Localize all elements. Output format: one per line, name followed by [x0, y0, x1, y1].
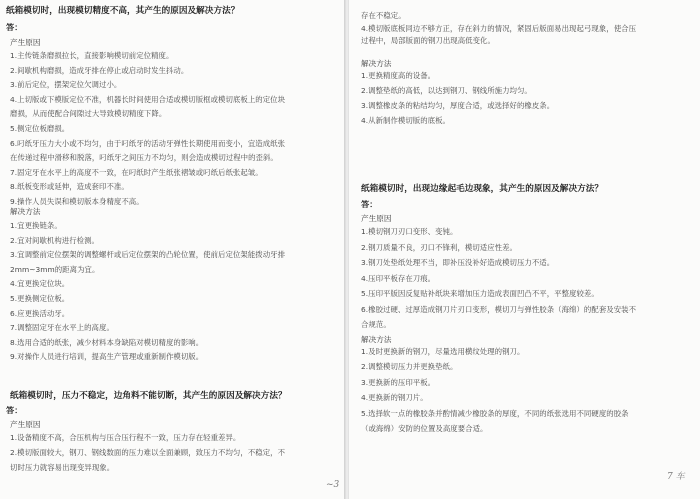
section-title: 纸箱模切时，出现模切精度不高，其产生的原因及解决方法？ — [6, 6, 240, 16]
answer-label: 答： — [6, 405, 23, 415]
cause-item: 2.间歇机构磨损，造成牙排在停止或启动时发生抖动。 — [10, 65, 189, 75]
solution-item: 7.调整固定牙在水平上的高度。 — [10, 323, 114, 333]
solutions-label: 解决方法 — [10, 207, 41, 216]
left-page — [0, 0, 346, 499]
cause-item: 9.操作人员失误和模切版本身精度不高。 — [10, 197, 144, 206]
cause-item: 合规范。 — [361, 320, 391, 329]
cause-item: 2.模切版面较大，钢刀、钢线数面的压力难以全面兼顾，致压力不均匀，不稳定，不 — [10, 447, 286, 457]
cause-item: 4.压印平板存在刀痕。 — [361, 273, 436, 283]
solution-item: 2.调整模切压力并更换垫纸。 — [361, 362, 458, 372]
solutions-label: 解决方法 — [361, 335, 392, 344]
cause-item: 7.固定牙在水平上的高度不一致，在叼纸时产生纸张褶皱或叼纸后纸张起皱。 — [10, 167, 263, 177]
solution-item: 3.更换新的压印平板。 — [361, 377, 436, 387]
solution-item: 5.更换侧定位板。 — [10, 294, 70, 303]
solution-item: （或海绵）安防的位置及高度要合适。 — [361, 424, 488, 433]
causes-label: 产生原因 — [10, 420, 41, 429]
cause-item: 8.纸板变形或延伸，造成套印不准。 — [10, 182, 129, 192]
cause-item: 3.前后定位，摆架定位欠调过小。 — [10, 80, 122, 90]
cause-item: 磨损，从而使配合间隙过大导致模切精度下降。 — [10, 109, 167, 119]
right-page — [349, 0, 700, 499]
cause-item: 4.上切版或下模版定位不准，机器长时间使用合适或模切版框或模切底板上的定位块 — [10, 94, 286, 104]
solution-item: 1.更换精度高的设备。 — [361, 71, 436, 80]
solution-item: 4.从新制作模切版的底板。 — [361, 116, 450, 125]
cause-item: 5.侧定位板磨损。 — [10, 124, 70, 133]
causes-label: 产生原因 — [361, 214, 392, 223]
cause-item: 1.设备精度不高，合压机构与压合压行程不一致，压力存在轻重差异。 — [10, 433, 241, 442]
continued-item: 存在不稳定。 — [361, 11, 406, 20]
solution-item: 3.调整橡皮条的粘结均匀，厚度合适，或选择好的橡皮条。 — [361, 101, 555, 110]
answer-label: 答： — [361, 199, 378, 209]
causes-label: 产生原因 — [10, 38, 41, 47]
page-mark-right: 7 车 — [667, 472, 685, 482]
solution-item: 1.及时更换新的钢刀，尽量选用横纹处理的钢刀。 — [361, 347, 525, 356]
solutions-label: 解决方法 — [361, 59, 392, 68]
answer-label: 答： — [6, 22, 23, 32]
solution-item: 4.更换新的钢刀片。 — [361, 393, 428, 403]
solution-item: 6.应更换活动牙。 — [10, 308, 70, 318]
cause-item: 3.钢刀处垫纸处理不当，即补压没补好造成模切压力不适。 — [361, 258, 555, 267]
section-title: 纸箱模切时，压力不稳定，边角料不能切断，其产生的原因及解决方法？ — [10, 391, 287, 401]
cause-item: 6.叼纸牙压力大小或不均匀，由于叼纸牙的活动牙弹性长期使用而变小，宜造成纸张 — [10, 138, 286, 148]
cause-item: 2.钢刀质量不良，刃口不锋利，模切适应性差。 — [361, 242, 517, 252]
solution-item: 2mm~3mm的距离为宜。 — [10, 264, 100, 274]
solution-item: 2.调整垫纸的高低，以达到钢刀、钢线所施力均匀。 — [361, 86, 532, 95]
cause-item: 5.压印平版因反复贴补纸块来增加压力造成表面凹凸不平，平整度较差。 — [361, 289, 599, 298]
cause-item: 6.橡胶过硬、过厚造成钢刀片刃口变形，模切刀与弹性胶条（海绵）的配套及安装不 — [361, 304, 637, 314]
continued-item: 过程中，局部版面的钢刀出现高低变化。 — [361, 36, 495, 45]
cause-item: 在传递过程中滑移和脱落，叼纸牙之间压力不均匀，则会造成模切过程中的歪斜。 — [10, 153, 278, 163]
solution-item: 2.宜对间歇机构进行检测。 — [10, 235, 99, 245]
solution-item: 9.对操作人员进行培训，提高生产管理或重新制作模切版。 — [10, 352, 204, 362]
section-title: 纸箱模切时，出现边缘起毛边现象，其产生的原因及解决方法？ — [361, 184, 604, 194]
cause-item: 1.主传链条磨损拉长，直接影响模切前定位精度。 — [10, 51, 174, 60]
page-mark-left: ~3 — [326, 480, 340, 490]
solution-item: 3.宜调整前定位摆架的调整螺杆或后定位摆架的凸轮位置，使前后定位架能拨动牙排 — [10, 250, 286, 260]
continued-item: 4.模切版底板同边不够方正，存在斜力的情况，紧固后版面易出现起弓现象，使合压 — [361, 23, 637, 33]
solution-item: 1.宜更换链条。 — [10, 221, 62, 230]
cause-item: 1.模切钢刀刃口变形、变钝。 — [361, 227, 458, 236]
solution-item: 4.宜更换定位块。 — [10, 279, 70, 289]
solution-item: 8.选用合适的纸张，减少材料本身缺陷对模切精度的影响。 — [10, 337, 204, 347]
solution-item: 5.选择软一点的橡胶条并酌情减少橡胶条的厚度，不同的纸张选用不同硬度的胶条 — [361, 408, 629, 418]
cause-item: 切时压力就容易出现变异现象。 — [10, 462, 115, 472]
